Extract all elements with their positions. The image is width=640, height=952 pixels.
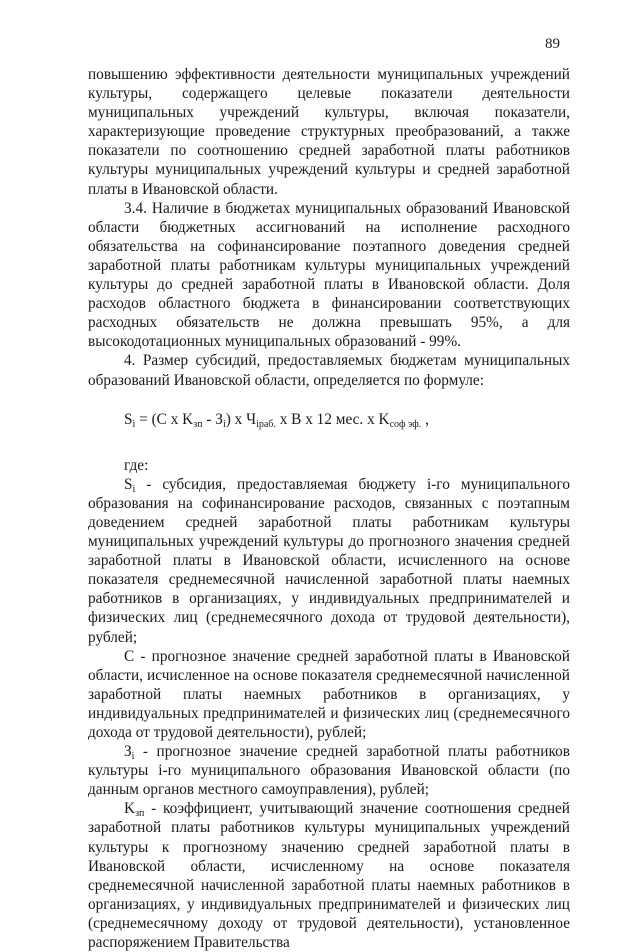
definition-k-text: - коэффициент, учитывающий значение соотношения средней заработной платы работников культуры муниципальных учреждений культуры к прогнозному значению средней заработной платы в Ивановской области, исчисленному на основе показателя среднемесячной начисленной заработной платы наемных работников в организациях, у индивидуальных предпринимателей и физических лиц (среднемесячному доходу от трудовой деятельности), установленное распоряжением Правительства xyxy=(88,800,570,952)
page-number: 89 xyxy=(545,36,560,52)
definition-z-symbol: З xyxy=(124,743,132,761)
definition-s-text: - субсидия, предоставляемая бюджету i-го муниципального образования на софинансирование расходов, связанных с поэтапным доведением средней заработной платы работникам культуры муниципальных учреждений культуры до прогнозного значения средней заработной платы в Ивановской области, исчисленного на основе показателя среднемесячной начисленной заработной платы наемных работников в организациях, у индивидуальных предпринимателей и физических лиц (среднемесячного дохода от трудовой деятельности), рублей; xyxy=(88,475,570,646)
formula-k-sub: зп xyxy=(193,418,203,430)
formula-s-sub: i xyxy=(132,418,136,430)
definition-z-subscript: i xyxy=(131,751,135,763)
formula-part2: - З xyxy=(202,410,223,428)
definition-k-symbol: K xyxy=(124,800,136,818)
formula-part1: = (C x K xyxy=(135,410,194,428)
definition-s-symbol: S xyxy=(124,475,133,493)
definition-s-subscript: i xyxy=(132,483,136,495)
formula-part5: , xyxy=(421,410,429,428)
definition-z-text: - прогнозное значение средней заработной платы работников культуры i-го муниципального образования Ивановской области (по данным органов местного самоуправления), рублей; xyxy=(88,743,570,799)
subsidy-formula xyxy=(124,410,570,429)
formula-s: S xyxy=(124,410,133,428)
definition-z xyxy=(88,742,570,799)
definition-c: C - прогнозное значение средней заработной платы в Ивановской области, исчисленное на основе показателя среднемесячной начисленной заработной платы наемных работников в организациях, у индивидуальных предпринимателей и физических лиц (среднемесячного дохода от трудовой деятельности), рублей; xyxy=(88,647,570,741)
formula-ch-sub: iраб. xyxy=(256,418,276,430)
formula-z-sub: i xyxy=(222,418,226,430)
formula-part3: ) x Ч xyxy=(225,410,257,428)
definition-s xyxy=(88,475,570,647)
paragraph-continuation: повышению эффективности деятельности муниципальных учреждений культуры, содержащего целевые показатели деятельности муниципальных учреждений культуры, включая показатели, характеризующие проведение структурных преобразований, а также показатели по соотношению средней заработной платы работников культуры муниципальных учреждений культуры и средней заработной платы в Ивановской области. xyxy=(88,66,570,198)
formula-part4: x B x 12 мес. x K xyxy=(275,410,390,428)
definition-k-subscript: зп xyxy=(135,808,145,820)
where-label: где: xyxy=(124,456,149,474)
document-body xyxy=(88,65,570,952)
formula-ksof-sub: соф эф. xyxy=(389,418,422,430)
paragraph-3-4: 3.4. Наличие в бюджетах муниципальных образований Ивановской области бюджетных ассигнований на исполнение расходного обязательства на софинансирование поэтапного доведения средней заработной платы работникам культуры муниципальных учреждений культуры до средней заработной платы в Ивановской области. Доля расходов областного бюджета в финансировании соответствующих расходных обязательств не должна превышать 95%, а для высокодотационных муниципальных образований - 99%. xyxy=(88,199,570,351)
definition-k xyxy=(88,799,570,952)
paragraph-4: 4. Размер субсидий, предоставляемых бюджетам муниципальных образований Ивановской области, определяется по формуле: xyxy=(88,352,570,389)
